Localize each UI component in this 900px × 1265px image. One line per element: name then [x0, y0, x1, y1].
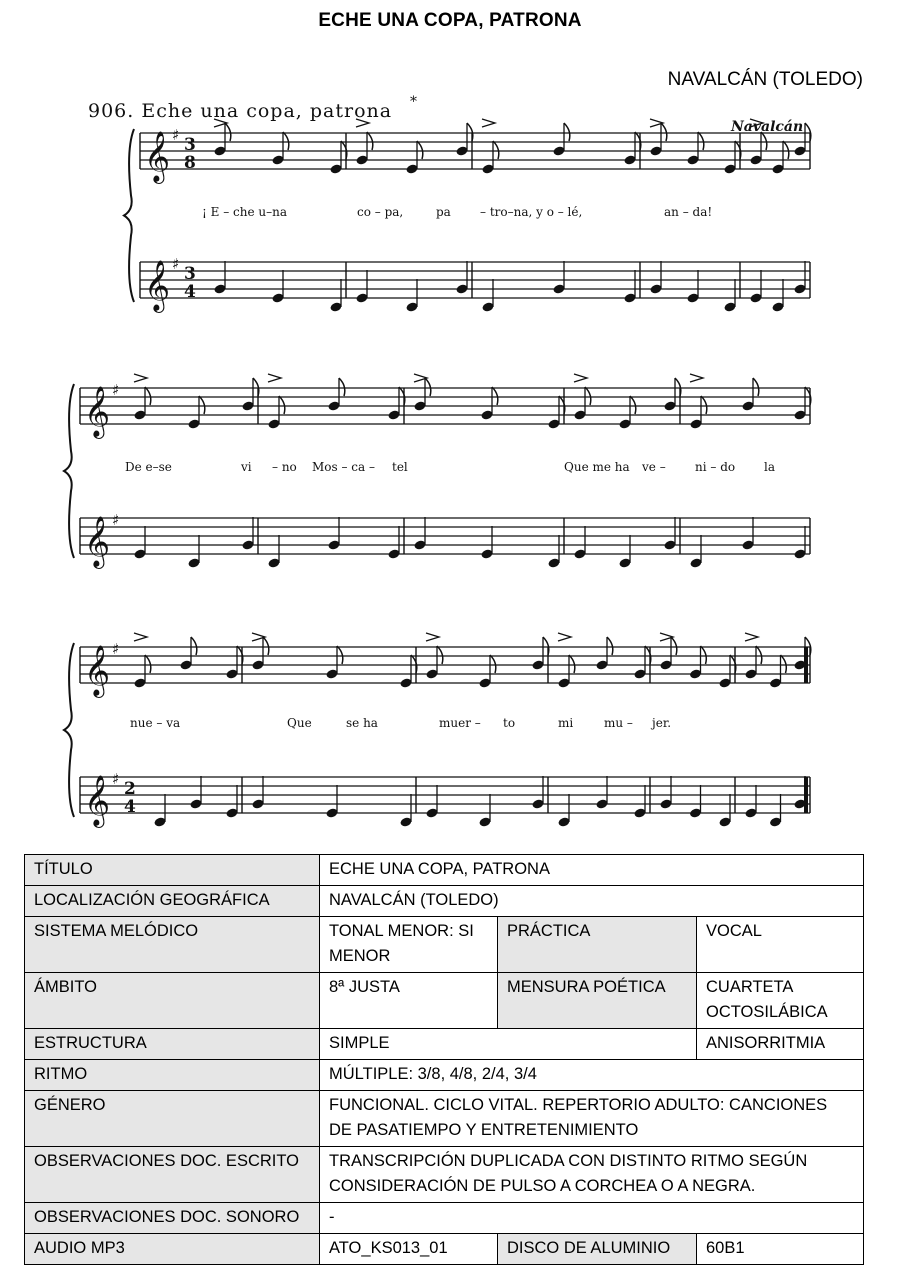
- field-value: 8ª JUSTA: [320, 973, 498, 1029]
- treble-clef-icon: 𝄞: [84, 645, 111, 696]
- note: [267, 535, 280, 569]
- lyric-syllable: Que me ha: [564, 460, 630, 474]
- field-label: PRÁCTICA: [498, 917, 697, 973]
- key-signature-sharp: ♯: [172, 126, 180, 144]
- time-signature-bottom: 4: [184, 282, 196, 302]
- field-label: ÁMBITO: [25, 973, 320, 1029]
- table-row: [25, 1060, 864, 1091]
- field-label: AUDIO MP3: [25, 1234, 320, 1265]
- note: [573, 526, 586, 560]
- note: [689, 785, 702, 819]
- accent-mark: [482, 119, 495, 127]
- time-signature-bottom: 4: [124, 797, 136, 817]
- field-value: ECHE UNA COPA, PATRONA: [320, 855, 864, 886]
- note: [723, 279, 736, 313]
- note: [271, 270, 284, 304]
- note: [455, 261, 468, 295]
- metadata-table: [24, 854, 864, 1265]
- note: [531, 776, 544, 810]
- lyric-syllable: pa: [436, 205, 451, 219]
- field-label: GÉNERO: [25, 1091, 320, 1147]
- note: [133, 526, 146, 560]
- note: [355, 270, 368, 304]
- note: [325, 785, 338, 819]
- time-signature-top: 3: [184, 135, 196, 155]
- field-value: FUNCIONAL. CICLO VITAL. REPERTORIO ADULTO: CANCIONES DE PASATIEMPO Y ENTRETENIMIENTO: [320, 1091, 864, 1147]
- note: [225, 785, 238, 819]
- treble-clef-icon: 𝄞: [84, 775, 111, 826]
- lyric-syllable: ni – do: [695, 460, 736, 474]
- lyric-syllable: co – pa,: [357, 205, 404, 219]
- note: [405, 279, 418, 313]
- note: [547, 535, 560, 569]
- key-signature-sharp: ♯: [112, 770, 120, 788]
- field-value: VOCAL: [697, 917, 864, 973]
- note: [189, 776, 202, 810]
- field-value: ANISORRITMIA: [697, 1029, 864, 1060]
- score-heading: 906. Eche una copa, patrona: [88, 100, 393, 122]
- music-system: [202, 205, 712, 219]
- note: [481, 279, 494, 313]
- lyric-syllable: – no: [272, 460, 297, 474]
- field-value: SIMPLE: [320, 1029, 697, 1060]
- treble-clef-icon: 𝄞: [144, 260, 171, 311]
- note: [399, 794, 412, 828]
- system-brace: [124, 129, 134, 302]
- system-brace: [64, 384, 74, 558]
- system-brace: [64, 643, 74, 817]
- accent-mark: [745, 633, 758, 641]
- field-label: SISTEMA MELÓDICO: [25, 917, 320, 973]
- note: [793, 526, 806, 560]
- field-value: MÚLTIPLE: 3/8, 4/8, 2/4, 3/4: [320, 1060, 864, 1091]
- lyric-syllable: nue – va: [130, 716, 181, 730]
- field-label: MENSURA POÉTICA: [498, 973, 697, 1029]
- note: [552, 261, 565, 295]
- table-row: [25, 1234, 864, 1265]
- accent-mark: [574, 374, 587, 382]
- note: [329, 279, 342, 313]
- accompaniment-staff: [140, 262, 810, 298]
- table-row: [25, 917, 864, 973]
- field-value: NAVALCÁN (TOLEDO): [320, 886, 864, 917]
- field-value: CUARTETA OCTOSILÁBICA: [697, 973, 864, 1029]
- accent-mark: [426, 633, 439, 641]
- lyric-syllable: muer –: [439, 716, 481, 730]
- note: [769, 794, 782, 828]
- key-signature-sharp: ♯: [172, 255, 180, 273]
- note: [623, 270, 636, 304]
- lyric-syllable: jer.: [652, 716, 672, 730]
- note: [595, 776, 608, 810]
- treble-clef-icon: 𝄞: [84, 516, 111, 567]
- field-value: TRANSCRIPCIÓN DUPLICADA CON DISTINTO RITMO SEGÚN CONSIDERACIÓN DE PULSO A CORCHEA O A NEGRA.: [320, 1147, 864, 1203]
- music-system: [130, 716, 671, 730]
- time-signature-bottom: 8: [184, 153, 196, 173]
- document-location: NAVALCÁN (TOLEDO): [667, 69, 863, 90]
- time-signature-top: 3: [184, 264, 196, 284]
- lyric-syllable: Mos – ca –: [312, 460, 375, 474]
- note: [741, 517, 754, 551]
- field-value: TONAL MENOR: SI MENOR: [320, 917, 498, 973]
- treble-clef-icon: 𝄞: [84, 386, 111, 437]
- key-signature-sharp: ♯: [112, 511, 120, 529]
- key-signature-sharp: ♯: [112, 381, 120, 399]
- accent-mark: [558, 633, 571, 641]
- note: [663, 517, 676, 551]
- table-row: [25, 855, 864, 886]
- time-signature-top: 2: [124, 779, 136, 799]
- document-title: ECHE UNA COPA, PATRONA: [318, 10, 582, 31]
- field-label: ESTRUCTURA: [25, 1029, 320, 1060]
- note: [425, 785, 438, 819]
- treble-clef-icon: 𝄞: [144, 131, 171, 182]
- note: [480, 526, 493, 560]
- accent-mark: [134, 374, 147, 382]
- field-label: LOCALIZACIÓN GEOGRÁFICA: [25, 886, 320, 917]
- lyric-syllable: la: [764, 460, 775, 474]
- note: [686, 270, 699, 304]
- table-row: [25, 1029, 864, 1060]
- note: [793, 261, 806, 295]
- music-system: [125, 460, 775, 474]
- field-label: RITMO: [25, 1060, 320, 1091]
- note: [241, 517, 254, 551]
- note: [251, 776, 264, 810]
- note: [633, 785, 646, 819]
- lyric-syllable: to: [503, 716, 516, 730]
- note: [618, 535, 631, 569]
- lyric-syllable: an – da!: [664, 205, 713, 219]
- lyric-syllable: Que: [287, 716, 312, 730]
- note: [659, 776, 672, 810]
- table-row: [25, 973, 864, 1029]
- note: [749, 270, 762, 304]
- note: [387, 526, 400, 560]
- accent-mark: [268, 374, 281, 382]
- lyric-syllable: mi: [558, 716, 574, 730]
- note: [478, 794, 491, 828]
- accent-mark: [690, 374, 703, 382]
- table-row: [25, 1203, 864, 1234]
- note: [327, 517, 340, 551]
- field-label: OBSERVACIONES DOC. SONORO: [25, 1203, 320, 1234]
- table-row: [25, 886, 864, 917]
- lyric-syllable: se ha: [346, 716, 378, 730]
- note: [793, 776, 806, 810]
- note: [718, 794, 731, 828]
- table-row: [25, 1091, 864, 1147]
- note: [771, 279, 784, 313]
- lyric-syllable: De e–se: [125, 460, 172, 474]
- note: [557, 794, 570, 828]
- key-signature-sharp: ♯: [112, 640, 120, 658]
- lyric-syllable: ve –: [642, 460, 666, 474]
- field-label: OBSERVACIONES DOC. ESCRITO: [25, 1147, 320, 1203]
- note: [187, 535, 200, 569]
- note: [649, 261, 662, 295]
- field-label: TÍTULO: [25, 855, 320, 886]
- score-place: Navalcán: [731, 119, 804, 135]
- note: [744, 785, 757, 819]
- field-value: 60B1: [697, 1234, 864, 1265]
- note: [213, 261, 226, 295]
- note: [153, 794, 166, 828]
- field-value: -: [320, 1203, 864, 1234]
- field-value: ATO_KS013_01: [320, 1234, 498, 1265]
- lyric-syllable: – tro–na, y o – lé,: [480, 205, 583, 219]
- field-label: DISCO DE ALUMINIO: [498, 1234, 697, 1265]
- lyric-syllable: tel: [392, 460, 408, 474]
- lyric-syllable: mu –: [604, 716, 633, 730]
- voice-staff: [140, 133, 810, 169]
- table-row: [25, 1147, 864, 1203]
- note: [413, 517, 426, 551]
- accent-mark: [134, 633, 147, 641]
- lyric-syllable: vi: [241, 460, 252, 474]
- note: [689, 535, 702, 569]
- lyric-syllable: ¡ E – che u–na: [202, 205, 288, 219]
- score-heading-mark: *: [410, 94, 417, 110]
